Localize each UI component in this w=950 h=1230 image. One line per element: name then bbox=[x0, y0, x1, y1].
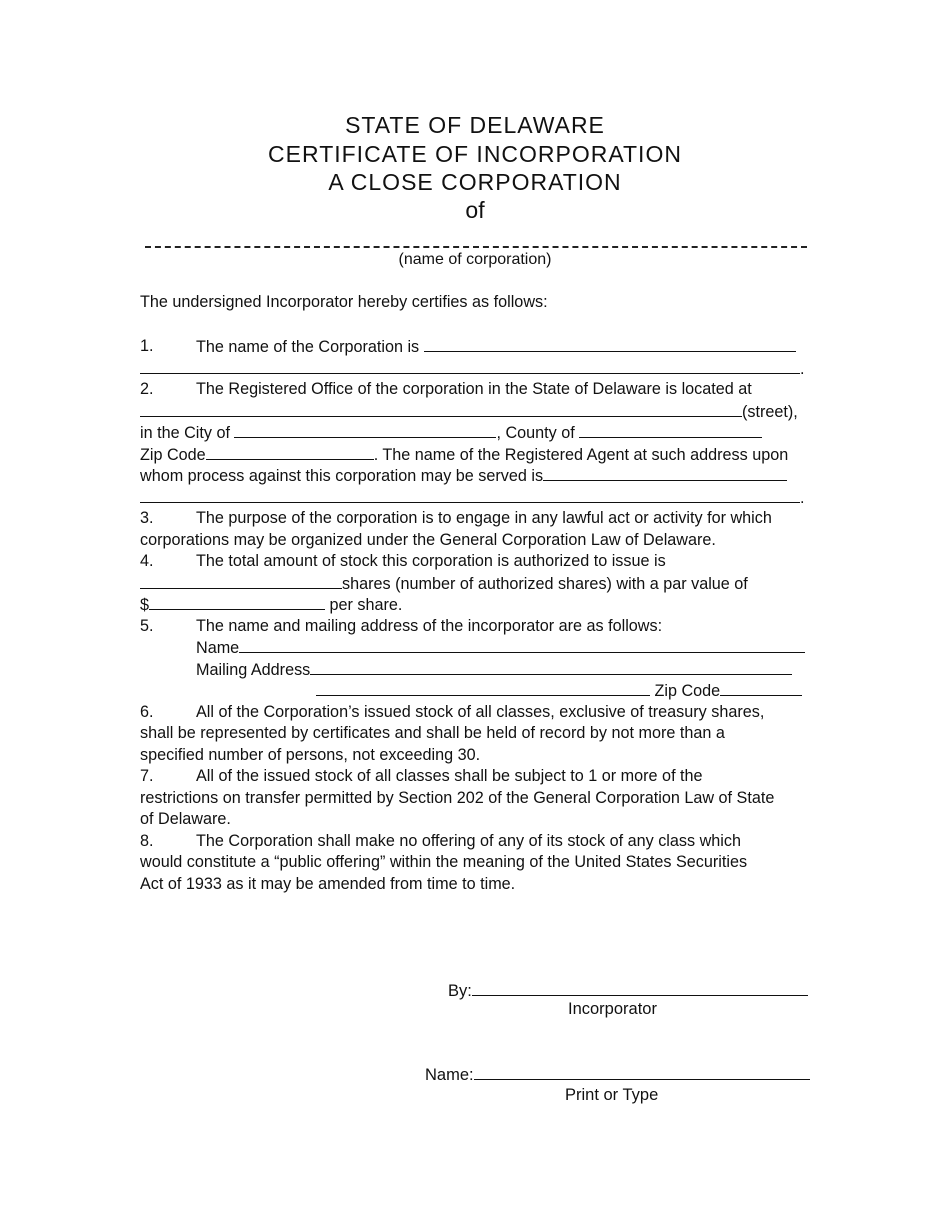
city-field[interactable] bbox=[234, 422, 496, 438]
article-5: 5. The name and mailing address of the incorporator are as follows: bbox=[140, 616, 663, 635]
intro-text: The undersigned Incorporator hereby certifies as follows: bbox=[140, 293, 548, 311]
article-2: 2. The Registered Office of the corporation in the State of Delaware is located at bbox=[140, 380, 752, 398]
article-6: 6. All of the Corporation’s issued stock of all classes, exclusive of treasury shares, bbox=[140, 702, 765, 721]
article-3: 3. The purpose of the corporation is to engage in any lawful act or activity for which bbox=[140, 509, 772, 527]
corporation-name-field-2[interactable] bbox=[140, 358, 800, 374]
corporation-name-field[interactable] bbox=[424, 336, 796, 352]
authorized-shares-field[interactable] bbox=[140, 573, 342, 589]
title-certificate: CERTIFICATE OF INCORPORATION bbox=[268, 141, 682, 167]
zip-field[interactable] bbox=[206, 444, 374, 460]
printed-name-caption: Print or Type bbox=[565, 1086, 659, 1104]
registered-agent-field[interactable] bbox=[543, 465, 787, 481]
article-7: 7. All of the issued stock of all classes shall be subject to 1 or more of the bbox=[140, 767, 703, 785]
street-field[interactable] bbox=[140, 401, 742, 417]
printed-name-field[interactable] bbox=[474, 1064, 810, 1080]
incorporator-zip-field[interactable] bbox=[720, 680, 802, 696]
signature-caption: Incorporator bbox=[568, 1000, 657, 1018]
signature-by: By: bbox=[448, 980, 808, 1001]
title-close-corporation: A CLOSE CORPORATION bbox=[328, 169, 622, 195]
par-value-field[interactable] bbox=[149, 594, 325, 610]
articles: 1. The name of the Corporation is . 2. The Registered Office of the corporation in the State of Delaware is located at (street), in the City of , County of Zip Code . The name of the Registered Agent at such address upon whom process against this corporation may be served is . 3. The purpose of the corporation is to engage in any lawful act or activity for which corporations may be organized under the General Corporation Law of Delaware. 4. The total amount of stock this corporation is authorized to issue is shares (number of authorized shares) with a par value of $ per share. 5. The name and mailing address of the incorporator are as follows: Name Mailing Address Zip Code 6. All of the Corporation’s issued stock of all classes, exclusive of treasury shares, shall be represented by certificates and shall be held of record by not more than a specified number of persons, not exceeding 30. 7. All of the issued stock of all classes shall be subject to 1 or more of the restrictions on transfer permitted by Section 202 of the General Corporation Law of State of Delaware. 8. The Corporation shall make no offering of any of its stock of any class which would constitute a “public offering” within the meaning of the United States Securities Act of 1933 as it may be amended from time to time. bbox=[140, 336, 813, 895]
registered-agent-field-2[interactable] bbox=[140, 487, 800, 503]
mailing-address-field-2[interactable] bbox=[316, 680, 650, 696]
article-8: 8. The Corporation shall make no offering of any of its stock of any class which bbox=[140, 831, 741, 850]
article-1: 1. The name of the Corporation is bbox=[140, 336, 813, 358]
county-field[interactable] bbox=[579, 422, 762, 438]
signature-field[interactable] bbox=[472, 980, 808, 996]
article-4: 4. The total amount of stock this corporation is authorized to issue is bbox=[140, 552, 666, 570]
title-state: STATE OF DELAWARE bbox=[345, 112, 605, 138]
corporation-name-blank[interactable] bbox=[145, 232, 807, 248]
name-caption: (name of corporation) bbox=[398, 251, 552, 268]
incorporator-name-field[interactable] bbox=[239, 637, 805, 653]
printed-name: Name: bbox=[425, 1064, 810, 1085]
title-of: of bbox=[465, 197, 485, 223]
mailing-address-field[interactable] bbox=[310, 659, 792, 675]
